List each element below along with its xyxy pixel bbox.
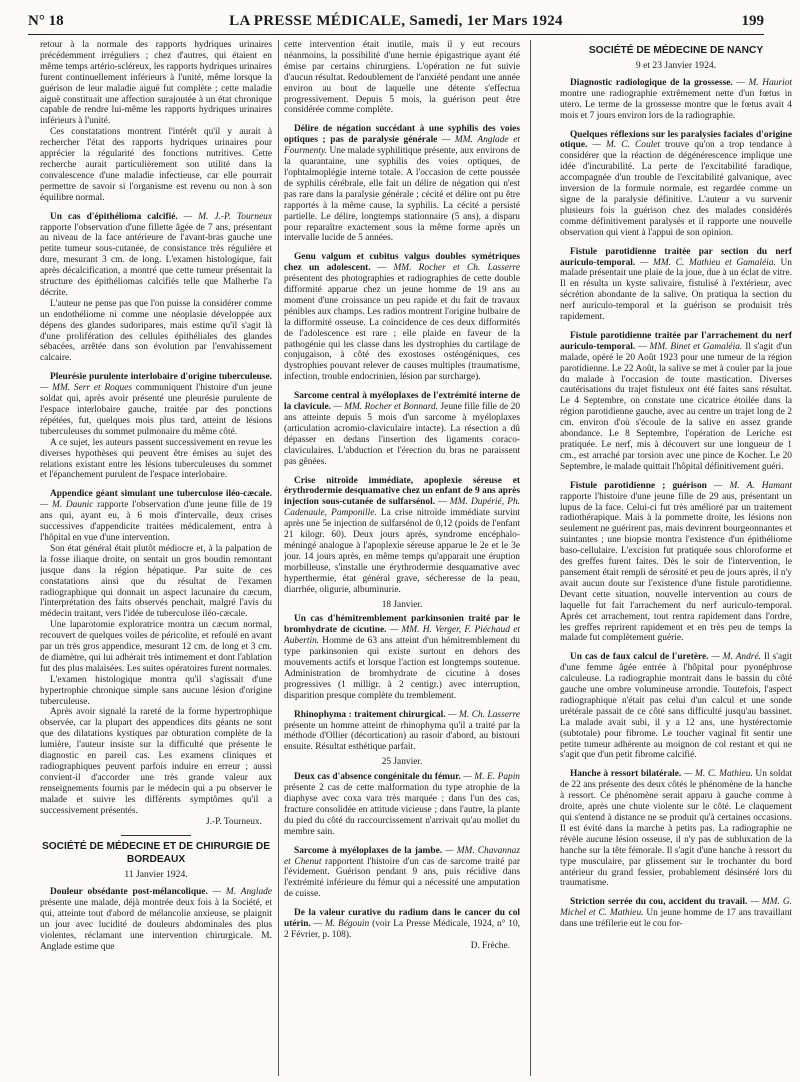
article-body: Il s'agit d'un malade, opéré le 20 Août 1923 pour une tumeur de la région parotidienne. Le 22 Août, la salive se met à couler par la joue du malade à l'occasion de toute mastication. Diverses cautérisations du trajet fistuleux ont été faites sans résultat. Le 4 Septembre, on constate une cicatrice étoilée dans la région parotidienne gauche, avec au centre un trajet long de 2 cm. environ d'où s'écoule de la salive en assez grande abondance. Le 8 Septembre, l'opération de Leriche est pratiquée. Le nerf, mis à découvert sur une longueur de 1 cm., est arraché par torsion avec une pince de Kocher. Le 20 Septembre, le malade quittait l'hôpital définitivement guéri. <box>560 341 792 472</box>
article-body: présentent des photographies et radiographies de cette double difformité apparue chez un jeune homme de 19 ans au moment d'une croissance un peu rapide et du fait de travaux pénibles aux champs. Les radios montrent l'origine bulbaire de la difformité osseuse. La coïncidence de ces deux difformités de l'adolescence est rare ; elle plaide en faveur de la pathogénie qui les classe dans les dystrophies du cartilage de conjugaison, à côté des exostoses ostéogéniques, ces dystrophies pouvant relever de causes multiples (traumatisme, infection, trouble endocrinien, lésion par surcharge). <box>284 274 520 383</box>
article-author: — M. C. Mathieu. <box>681 769 753 780</box>
signature: J.-P. Tourneux. <box>206 816 262 827</box>
article-title: De la valeur curative du radium dans le cancer du col utérin. <box>284 908 520 930</box>
article-body: montre une radiographie extrêmement nette d'un fœtus in utero. Le terme de la grossesse montre que le fœtus avait 4 mois et 7 jours environ lors de la radiographie. <box>560 88 792 121</box>
society-heading: SOCIÉTÉ DE MÉDECINE ET DE CHIRURGIE DE BORDEAUX <box>41 841 271 866</box>
session-date: 18 Janvier. <box>381 599 423 610</box>
article-snapping-hip <box>560 769 792 889</box>
article-title: Diagnostic radiologique de la grossesse. <box>570 77 733 88</box>
column-right <box>560 40 792 1076</box>
session-date: 11 Janvier 1924. <box>124 869 188 881</box>
column-middle <box>284 40 520 1076</box>
article-title: Sarcome à myéloplaxes de la jambe. <box>294 845 443 856</box>
article-facial-paralysis <box>560 130 792 239</box>
column-rule-1 <box>278 40 279 1076</box>
article-pleurisy <box>40 372 272 437</box>
paragraph: Après avoir signalé la rareté de la forme hypertrophique observée, car la plupart des appendices dits géants ne sont que des dilatations kystiques par obturation complète de la lumière, l'auteur insiste sur la difficulté que présente le diagnostic en pareil cas. Les examens cliniques et radiographiques peuvent parfois induire en erreur ; aussi convient-il d'accorder une très grande valeur aux renseignements fournis par le médecin qui a pu observer le malade et suivre les différents symptômes qu'il a successivement présentés. <box>40 707 272 816</box>
article-radium <box>284 908 520 941</box>
article-body: Homme de 63 ans atteint d'un hémitremblement du type parkinsonien qui existe surtout en dehors des mouvements actifs et lorsque l'action est longtemps soutenue. Administration de bromhydrate de cicutine à doses progressives (1 milligr. à 2 centigr.) avec interruption, disparition presque complète du tremblement. <box>284 636 520 701</box>
article-author: — MM. Rocher et Ch. Lasserre <box>370 263 520 274</box>
paragraph: A ce sujet, les auteurs passent successivement en revue les diverses hypothèses qui peuvent être émises au sujet des relations existant entre les lésions tuberculeuses du sommet et l'épanchement purulent de l'espace interlobaire. <box>40 437 272 481</box>
article-body: Un jeune homme de 17 ans travaillant dans une tréfilerie eut le cou for- <box>560 908 792 930</box>
article-pregnancy-radiology <box>560 78 792 122</box>
article-author: — M. A. Hamant <box>706 480 792 491</box>
session-date: 25 Janvier. <box>381 757 423 768</box>
journal-title: LA PRESSE MÉDICALE, Samedi, 1er Mars 1924 <box>229 13 563 29</box>
paragraph: retour à la normale des rapports hydriques urinaires précédemment irréguliers ; chez d'autres, qui étaient en même temps artério-scléreux, les rapports hydriques urinaires furent continuellement inférieurs à l'unité, même lorsque la guérison de leur maladie aiguë fut complète ; cette maladie aiguë constituait une affection surajoutée à un état chronique capable de rendre lui-même les rapports hydriques urinaires inférieurs à l'unité. <box>40 40 272 127</box>
article-title: Un cas d'hémitremblement parkinsonien traité par le bromhydrate de cicutine. <box>284 614 520 636</box>
article-title: Délire de négation succédant à une syphilis des voies optiques ; pas de paralysie générale <box>284 124 520 146</box>
paragraph: L'auteur ne pense pas que l'on puisse la considérer comme un endothéliome ni comme une néoplasie développée aux dépens des glandes sudoripares, mais estime qu'il s'agit là d'une prolifération des cellules épithéliales des glandes sébacées, arrêtée dans son évolution par l'envahissement calcaire. <box>40 298 272 364</box>
article-title: Appendice géant simulant une tuberculose iléo-cæcale. <box>50 489 272 500</box>
article-body: La crise nitroïde immédiate survint après une 5e injection de sulfarsénol de 0,12 (poids de l'enfant 21 kilogr. 60). Deux jours après, syndrome encéphalo-méningé analogue à l'apoplexie séreuse apparue le 2e et le 3e jour. 14 jours après, en même temps qu'apparait une éruption morbilleuse, s'installe une érythrodermie desquamative avec hyperthermie, état général grave, sécheresse de la peau, diarrhée, oligurie, albuminurie. <box>284 508 520 595</box>
article-clavicle-sarcoma <box>284 391 520 467</box>
article-parotid-fistula-cure <box>560 481 792 645</box>
article-author: — MM. Rocher et Bonnard. <box>330 402 439 413</box>
article-negation-delirium <box>284 124 520 244</box>
paragraph: cette intervention était inutile, mais il y eut recours néanmoins, la possibilité d'une hernie épigastrique ayant été émise par certains chirurgiens. L'opération ne fut suivie d'aucun résultat. Redoublement de l'anxiété pendant une année environ au bout de laquelle une détente s'effectua progressivement. Depuis 5 mois, la guérison peut être considérée comme complète. <box>284 40 520 116</box>
article-body: Un malade présentait une plaie de la joue, due à un éclat de vitre. Il en résulta un kyste salivaire, fistulisé à l'extérieur, avec sécrétion abondante de la salive. On pratiqua la section du nerf auriculo-temporal et la guérison se produisit très rapidement. <box>560 257 792 323</box>
article-title: Rhinophyma : traitement chirurgical. <box>294 709 446 720</box>
article-author: — M. J.-P. Tourneux <box>177 211 272 222</box>
article-body: rapporte l'observation d'une fillette âgée de 7 ans, présentant au niveau de la face antérieure de l'avant-bras gauche une petite tumeur sous-cutanée, de consistance très régulière et dure, mesurant 3 cm. de long. L'examen histologique, fait après décalcification, a montré que cette tumeur présentait la structure des épithéliomas calcifiés telle que Malherbe l'a décrite. <box>40 222 272 298</box>
article-author: — MM. H. Verger, F. Piéchaud et Aubertin. <box>284 625 520 647</box>
article-title: Un cas d'épithélioma calcifié. <box>50 211 178 222</box>
society-heading: SOCIÉTÉ DE MÉDECINE DE NANCY <box>588 45 764 56</box>
article-body: Il s'agit d'une femme âgée entrée à l'hôpital pour pyonéphrose calculeuse. La radiographie montrait dans le bassin du côté gauche une ombre volumineuse arrondie. Toutefois, l'aspect radiographique n'était pas celui d'un calcul et une sonde urétérale passait de ce côté sans difficulté jusqu'au bassinet. La malade avait subi, il y a 12 ans, une hystérectomie (subtotale) pour fibrome. Le toucher vaginal fit sentir une petite tumeur adhérente au moignon de col restant et qui ne s'agit que d'un petit fibrome calcifié. <box>560 652 792 761</box>
article-title: Quelques réflexions sur les paralysies faciales d'origine otique. <box>560 129 792 151</box>
page-header <box>28 10 764 35</box>
article-rhinophyma <box>284 710 520 754</box>
article-author: — MM. C. Mathieu et Gamaléia. <box>635 257 776 268</box>
article-neck-strangulation <box>560 897 792 930</box>
article-author: — M. Bégouin <box>310 919 370 930</box>
article-body: présente un homme atteint de rhinophyma qu'il a traité par la méthode d'Ollier (décortication) au rasoir d'abord, au bistouri ensuite. Résultat esthétique parfait. <box>284 720 520 753</box>
article-ureter-calculus <box>560 652 792 761</box>
article-body: trouve qu'on a trop tendance à considérer que la réaction de dégénérescence implique une idée d'incurabilité. La perte de l'excitabilité faradique, accompagnée d'un trouble de l'excitabilité galvanique, avec inversion de la formule normale, est regardée comme un signe de la paralysie définitive. L'auteur a vu survenir plusieurs fois la guérison chez des malades considérés comme définitivement paralysés et il rapporte une nouvelle observation qui vient à l'appui de son opinion. <box>560 140 792 238</box>
article-body: Une malade syphilitique présente, aux environs de la quarantaine, une syphilis des voies optiques, de l'ophtalmoplégie interne totale. A l'occasion de cette poussée de syphilis cérébrale, elle fait un délire de négation qui n'est pas rare dans la paralysie générale ; cécité et délire ont pu être rapportés à la même cause, la syphilis. La cécité a persisté partielle. Le délire, longtemps stationnaire (5 ans), a disparu pour reparaître exactement sous la même forme après un intervalle lucide de 5 années. <box>284 146 520 244</box>
article-author: — MM. Binet et Gamaléia. <box>635 341 743 352</box>
article-author: — MM. G. Michel et C. Mathieu. <box>560 897 792 919</box>
issue-number: N° 18 <box>28 13 64 29</box>
article-title: Hanche à ressort bilatérale. <box>570 769 682 780</box>
session-date: 9 et 23 Janvier 1924. <box>635 60 717 71</box>
article-author: — MM. Dupérié, Ph. Cadenaule, Pamponille. <box>284 497 520 519</box>
article-author: — M. Hauriot <box>732 77 792 88</box>
paragraph: Son état général était plutôt médiocre et, à la palpation de la fosse iliaque droite, on sentait un gros boudin remontant jusque dans la région hépatique. Par suite de ces constatations ainsi que du résultat de l'examen radiographique qui donnait un aspect lacunaire du cæcum, l'interprétation des faits observés penchait, malgré l'avis du médecin traitant, vers l'idée de tuberculose iléo-cæcale. <box>40 543 272 620</box>
article-nitroid-crisis <box>284 476 520 596</box>
paragraph: Ces constatations montrent l'intérêt qu'il y aurait à rechercher l'état des rapports hydriques urinaires pour apprécier la régularité des fonctions nutritives. Cette recherche aurait particulièrement son utilité dans la convalescence d'une maladie infectieuse, car elle pourrait permettre de savoir si l'organisme est revenu ou non à son équilibre normal. <box>40 127 272 203</box>
article-body: présente une malade, déjà montrée deux fois à la Société, et qui, atteinte tout d'abord de mélancolie anxieuse, se plaignit un jour avec lucidité de douleurs abdominales des plus violentes, réclamant une intervention chirurgicale. M. Anglade estime que <box>40 898 272 952</box>
article-title: Striction serrée du cou, accident du travail. <box>570 897 748 908</box>
article-calcified-epithelioma <box>40 212 272 299</box>
article-parotid-fistula-avulsion <box>560 331 792 473</box>
article-giant-appendix <box>40 489 272 544</box>
article-body: (voir La Presse Médicale, 1924, n° 10, 2 Février, p. 108). <box>284 919 520 940</box>
page-number: 199 <box>741 13 764 29</box>
article-body: communiquent l'histoire d'un jeune soldat qui, après avoir présenté une pleurésie purulente de l'espace interlobaire gauche, traitée par des ponctions répétées, fut, quelques mois plus tard, atteint de lésions tuberculeuses du sommet pulmonaire du même côté. <box>40 383 272 437</box>
paragraph: L'examen histologique montra qu'il s'agissait d'une hypertrophie chronique simple sans aucune lésion d'origine tuberculeuse. <box>40 674 272 707</box>
article-title: Pleurésie purulente interlobaire d'origine tuberculeuse. <box>50 372 272 383</box>
article-body: Un soldat de 22 ans présente des deux côtés le phénomène de la hanche à ressort. Ce phénomène serait apparu à gauche comme à droite, après une chute violente sur le côté. Le claquement qui s'entend à distance ne se produit qu'à certaines occasions. Il est évité dans la marche à petits pas. La radiographie ne révèle aucune lésion osseuse, il n'y pas de subluxation de la hanche sur la tête fémorale. Il s'agit d'une hanche à ressort du type musculaire, par glissement sur le trochanter du bord antérieur du grand fessier, probablement désinséré lors du traumatisme. <box>560 769 792 889</box>
article-author: — MM. Chavannaz et Chenut <box>284 845 520 867</box>
paragraph: Une laparotomie exploratrice montra un cæcum normal, recouvert de quelques voiles de péricolite, et refoulé en avant par un très gros appendice, mesurant 12 cm. de long et 3 cm. de diamètre, qui lui adhérait très intimement et dont l'ablation fut des plus malaisées. Les suites opératoires furent normales. <box>40 620 272 674</box>
article-title: Un cas de faux calcul de l'uretère. <box>570 652 709 663</box>
column-rule-2 <box>530 40 531 1076</box>
article-body: Jeune fille fille de 20 ans atteinte depuis 5 mois d'un sarcome à myéloplaxes (articulation acromio-claviculaire intacte). La résection a dû dépasser en dedans l'insertion des ligaments coraco-claviculaires. L'abduction et l'érection du bras ne paraissent pas gênées. <box>284 402 520 467</box>
article-femur-absence <box>284 772 520 837</box>
article-author: — M. André. <box>708 652 761 663</box>
separator <box>121 835 191 836</box>
article-parotid-fistula-section <box>560 247 792 323</box>
article-genu-valgum <box>284 252 520 383</box>
article-title: Douleur obsédante post-mélancolique. <box>50 887 208 898</box>
article-author: — M. Anglade <box>207 887 272 898</box>
article-author: — M. Daunic <box>40 500 94 511</box>
article-post-melancholic-pain <box>40 887 272 952</box>
article-body: rapporte l'histoire d'une jeune fille de 29 aus, présentant un lupus de la face. Celui-ci fut très amélioré par un traitement radiothérapique. Mais à la pommette droite, les lésions non seulement ne guérirent pas, mais devinrent bourgeonnantes et suintantes ; une biopsie montra l'existence d'un épithéliome baso-cellulaire. L'excision fut pratiquée sous chloroforme et des greffes furent faites. Dès le soir de l'intervention, le pansement était rempli de sérosité et peu de jours après, il n'y avait aucun doute sur l'existence d'une fistule parotidienne. Devant cette situation, nouvelle intervention au cours de laquelle fut fait l'arrachement du nerf auriculo-temporal. Après cet arrachement, tout rentra rapidement dans l'ordre, les greffes reprirent rapidement et en très peu de temps la malade fut complètement guérie. <box>560 491 792 644</box>
article-body: rapportent l'histoire d'un cas de sarcome traité par l'évidement. Guérison pendant 9 ans, puis récidive dans l'extrémité inférieure du fémur qui a nécessité une amputation de cuisse. <box>284 856 520 900</box>
article-title: Crise nitroïde immédiate, apoplexie séreuse et érythrodermie desquamative chez un enfant de 9 ans après injection sous-cutanée de sulfarsénol. <box>284 475 520 508</box>
article-title: Fistule parotidienne ; guérison <box>570 480 707 491</box>
article-title: Fistule parotidienne traitée par section du nerf auriculo-temporal. <box>560 246 792 268</box>
article-title: Genu valgum et cubitus valgus doubles symétriques chez un adolescent. <box>284 252 520 274</box>
article-title: Sarcome central à myéloplaxes de l'extrémité interne de la clavicule. <box>284 391 520 413</box>
column-left <box>40 40 272 1076</box>
article-leg-sarcoma <box>284 846 520 901</box>
article-hemitremor <box>284 614 520 701</box>
article-title: Deux cas d'absence congénitale du fémur. <box>294 772 461 783</box>
article-author: — MM. Serr et Roques <box>40 383 133 394</box>
article-title: Fistule parotidienne traitée par l'arrachement du nerf auriculo-temporal. <box>560 330 792 352</box>
article-body: rapporte l'observation d'une jeune fille de 19 ans qui, ayant eu, à 6 mois d'intervalle, deux crises successives d'appendicite traitées médicalement, entra à l'hôpital en vue d'une intervention. <box>40 500 272 543</box>
article-author: — M. C. Coulet <box>587 140 661 151</box>
article-author: — M. Ch. Lasserre <box>445 709 520 720</box>
article-author: — MM. Anglade et Fourmenty. <box>284 135 520 157</box>
article-author: — M. E. Papin <box>460 772 520 783</box>
signature: D. Frèche. <box>470 940 510 951</box>
article-body: présente 2 cas de cette malformation du type atrophie de la diaphyse avec coxa vara très marquée ; dans l'un des cas, fracture consolidée en attitude vicieuse ; dans l'autre, la plante du pied du côté du raccourcissement n'arrivait qu'au mollet du membre sain. <box>284 783 520 837</box>
